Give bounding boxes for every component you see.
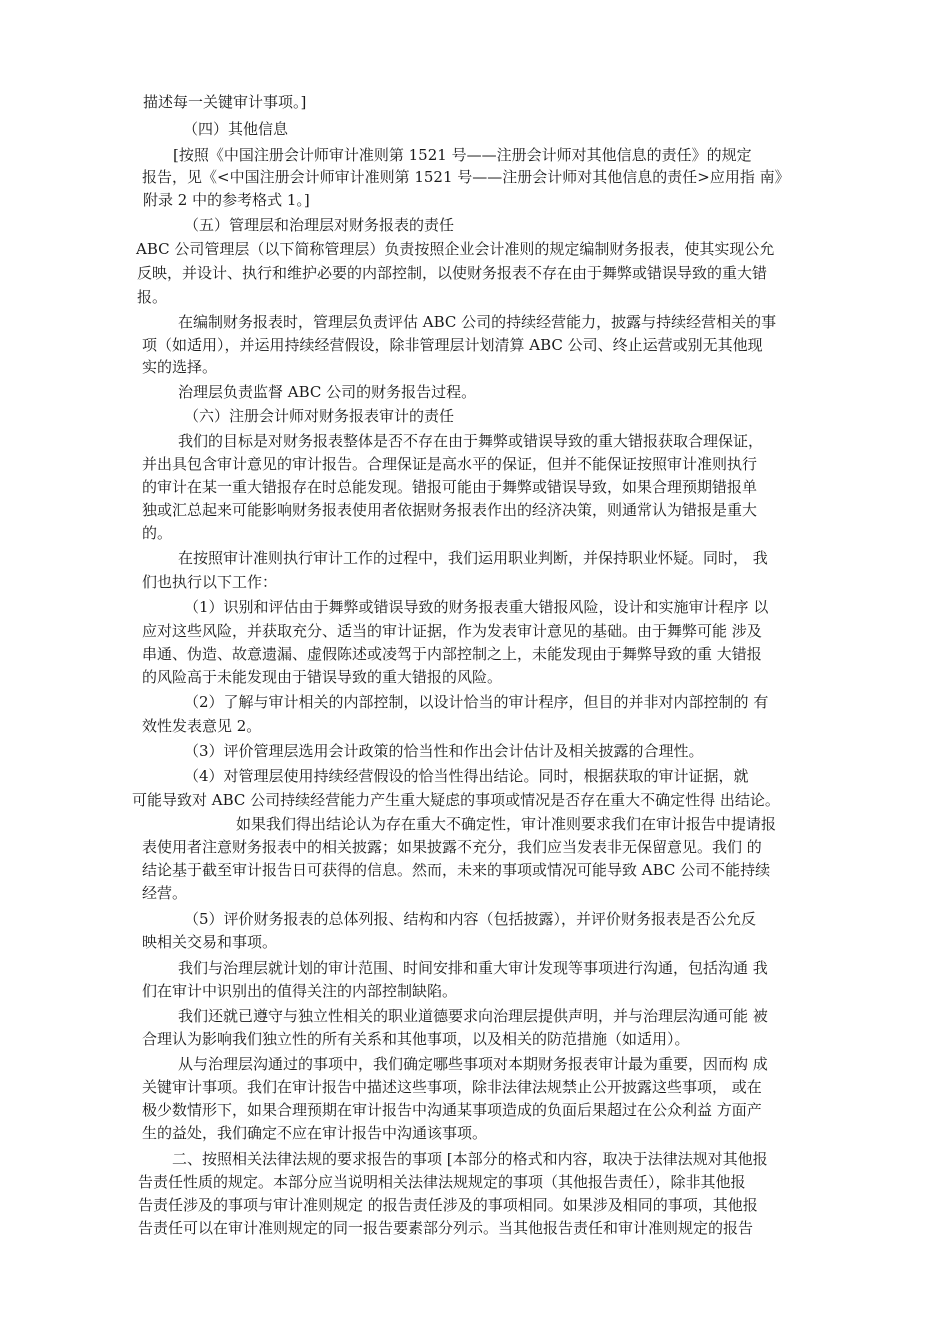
text-line: 告责任可以在审计准则规定的同一报告要素部分列示。当其他报告责任和审计准则规定的报告 bbox=[138, 1219, 754, 1237]
text-line: 经营。 bbox=[142, 884, 188, 902]
text-line: 映相关交易和事项。 bbox=[142, 933, 278, 951]
section-heading-other-info: （四）其他信息 bbox=[183, 120, 289, 138]
text-line: 我们与治理层就计划的审计范围、时间安排和重大审计发现等事项进行沟通，包括沟通 我 bbox=[178, 959, 768, 977]
text-line: 实的选择。 bbox=[142, 358, 218, 376]
text-line: （5）评价财务报表的总体列报、结构和内容（包括披露），并评价财务报表是否公允反 bbox=[184, 910, 757, 928]
text-line: 从与治理层沟通过的事项中，我们确定哪些事项对本期财务报表审计最为重要，因而构 成 bbox=[178, 1055, 768, 1073]
text-line: 告责任涉及的事项与审计准则规定 的报告责任涉及的事项相同。如果涉及相同的事项，其他报 bbox=[138, 1196, 758, 1214]
text-line: 结论基于截至审计报告日可获得的信息。然而，未来的事项或情况可能导致 ABC 公司不能持续 bbox=[142, 861, 771, 879]
text-line: 可能导致对 ABC 公司持续经营能力产生重大疑虑的事项或情况是否存在重大不确定性得 出结论。 bbox=[132, 791, 780, 809]
text-line: 我们的目标是对财务报表整体是否不存在由于舞弊或错误导致的重大错报获取合理保证， bbox=[178, 432, 764, 450]
text-line: 并出具包含审计意见的审计报告。合理保证是高水平的保证，但并不能保证按照审计准则执行 bbox=[142, 455, 758, 473]
section-heading-legal-requirements: 二、按照相关法律法规的要求报告的事项 [本部分的格式和内容，取决于法律法规对其他报 bbox=[172, 1150, 768, 1168]
text-line: 项（如适用），并运用持续经营假设，除非管理层计划清算 ABC 公司、终止运营或别无其他现 bbox=[142, 336, 763, 354]
text-line: 独或汇总起来可能影响财务报表使用者依据财务报表作出的经济决策，则通常认为错报是重大 bbox=[142, 501, 758, 519]
text-line: 应对这些风险，并获取充分、适当的审计证据，作为发表审计意见的基础。由于舞弊可能 涉及 bbox=[142, 622, 762, 640]
text-line: （1）识别和评估由于舞弊或错误导致的财务报表重大错报风险，设计和实施审计程序 以 bbox=[184, 598, 769, 616]
text-line: 治理层负责监督 ABC 公司的财务报告过程。 bbox=[178, 383, 477, 401]
text-line: 表使用者注意财务报表中的相关披露；如果披露不充分，我们应当发表非无保留意见。我们 的 bbox=[142, 838, 762, 856]
text-line: 们在审计中识别出的值得关注的内部控制缺陷。 bbox=[142, 982, 458, 1000]
text-line: 合理认为影响我们独立性的所有关系和其他事项，以及相关的防范措施（如适用）。 bbox=[142, 1030, 690, 1048]
section-heading-management-responsibility: （五）管理层和治理层对财务报表的责任 bbox=[184, 216, 455, 234]
text-line: 生的益处，我们确定不应在审计报告中沟通该事项。 bbox=[142, 1124, 488, 1142]
text-line: 附录 2 中的参考格式 1。] bbox=[143, 191, 310, 209]
text-line: ABC 公司管理层（以下简称管理层）负责按照企业会计准则的规定编制财务报表，使其实现公允 bbox=[136, 240, 775, 258]
text-line: 如果我们得出结论认为存在重大不确定性，审计准则要求我们在审计报告中提请报 bbox=[236, 815, 777, 833]
text-line: 告责任性质的规定。本部分应当说明相关法律法规规定的事项（其他报告责任），除非其他报 bbox=[138, 1173, 746, 1191]
text-line: 报告，见《<中国注册会计师审计准则第 1521 号——注册会计师对其他信息的责任>应用指 南》 bbox=[142, 168, 790, 186]
text-line: 们也执行以下工作： bbox=[142, 573, 278, 591]
text-line: （3）评价管理层选用会计政策的恰当性和作出会计估计及相关披露的合理性。 bbox=[184, 742, 704, 760]
text-line: 报。 bbox=[137, 288, 168, 306]
text-line: 我们还就已遵守与独立性相关的职业道德要求向治理层提供声明，并与治理层沟通可能 被 bbox=[178, 1007, 768, 1025]
text-line: 的风险高于未能发现由于错误导致的重大错报的风险。 bbox=[142, 668, 503, 686]
text-line: 描述每一关键审计事项。] bbox=[143, 93, 307, 111]
text-line: 在编制财务报表时，管理层负责评估 ABC 公司的持续经营能力，披露与持续经营相关的事 bbox=[178, 313, 777, 331]
text-line: 的审计在某一重大错报存在时总能发现。错报可能由于舞弊或错误导致，如果合理预期错报单 bbox=[142, 478, 758, 496]
text-line: 效性发表意见 2。 bbox=[142, 717, 262, 735]
text-line: 在按照审计准则执行审计工作的过程中，我们运用职业判断，并保持职业怀疑。同时， 我 bbox=[178, 549, 768, 567]
text-line: 关键审计事项。我们在审计报告中描述这些事项，除非法律法规禁止公开披露这些事项， 或在 bbox=[142, 1078, 762, 1096]
text-line: 串通、伪造、故意遗漏、虚假陈述或凌驾于内部控制之上，未能发现由于舞弊导致的重 大错报 bbox=[142, 645, 762, 663]
text-line: （2）了解与审计相关的内部控制，以设计恰当的审计程序，但目的并非对内部控制的 有 bbox=[184, 693, 769, 711]
text-line: 极少数情形下，如果合理预期在审计报告中沟通某事项造成的负面后果超过在公众利益 方面产 bbox=[142, 1101, 762, 1119]
text-line: 反映，并设计、执行和维护必要的内部控制，以使财务报表不存在由于舞弊或错误导致的重大错 bbox=[137, 264, 768, 282]
text-line: （4）对管理层使用持续经营假设的恰当性得出结论。同时，根据获取的审计证据，就 bbox=[184, 767, 749, 785]
section-heading-auditor-responsibility: （六）注册会计师对财务报表审计的责任 bbox=[184, 407, 455, 425]
text-line: [按照《中国注册会计师审计准则第 1521 号——注册会计师对其他信息的责任》的规定 bbox=[173, 146, 752, 164]
text-line: 的。 bbox=[142, 524, 173, 542]
